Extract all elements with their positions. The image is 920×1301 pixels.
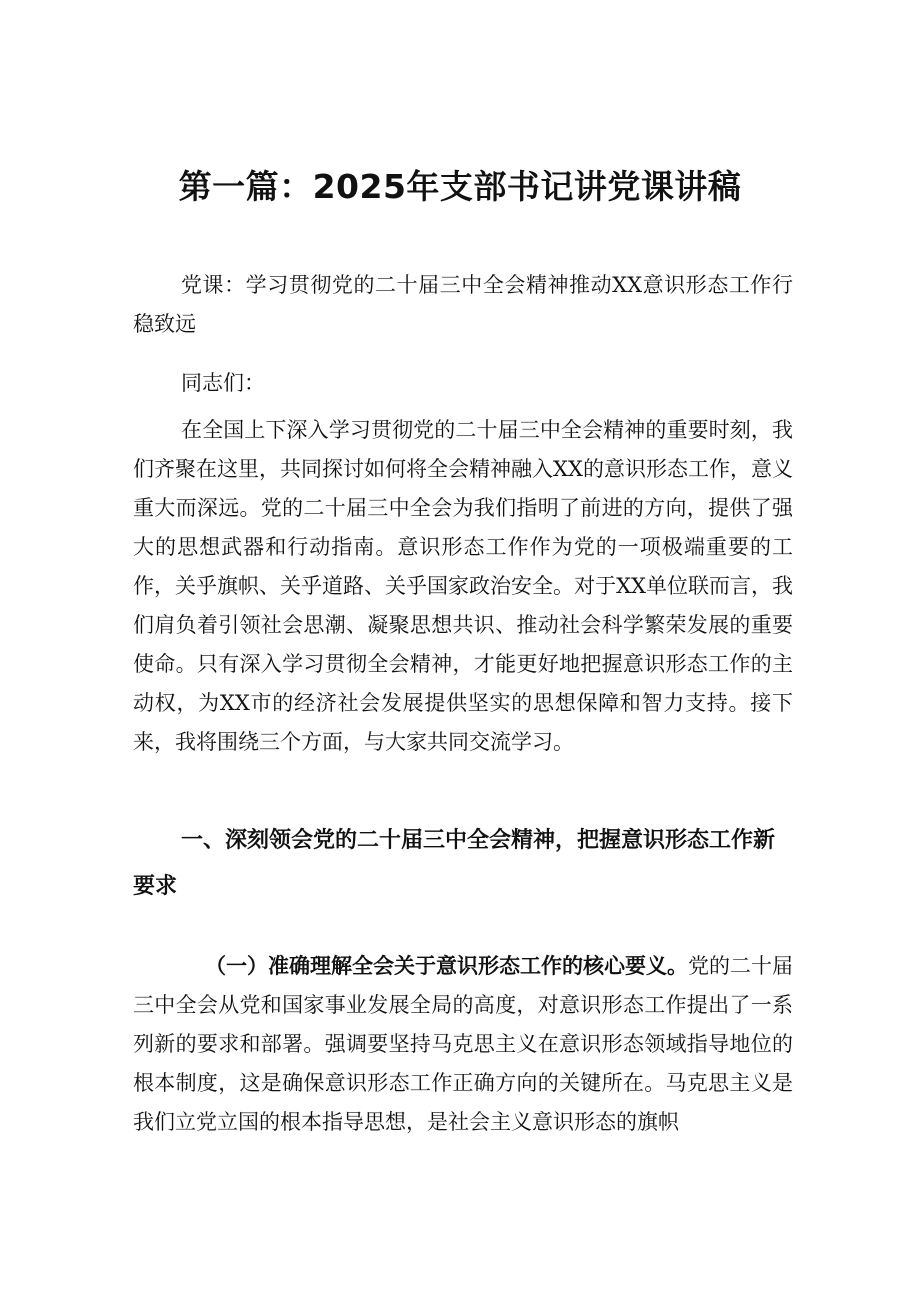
greeting: 同志们： <box>181 371 265 395</box>
lecture-subtitle: 党课：学习贯彻党的二十届三中全会精神推动XX意识形态工作行稳致远 <box>133 273 793 336</box>
document-title: 第一篇：2025年支部书记讲党课讲稿 <box>178 167 742 206</box>
section-heading-1: 一、深刻领会党的二十届三中全会精神，把握意识形态工作新要求 <box>133 828 776 899</box>
intro-paragraph: 在全国上下深入学习贯彻党的二十届三中全会精神的重要时刻，我们齐聚在这里，共同探讨如何将全会精神融入XX的意识形态工作，意义重大而深远。党的二十届三中全会为我们指明了前进的方向，提供了强大的思想武器和行动指南。意识形态工作作为党的一项极端重要的工作，关乎旗帜、关乎道路、关乎国家政治安全。对于XX单位联而言，我们肩负着引领社会思潮、凝聚思想共识、推动社会科学繁荣发展的重要使命。只有深入学习贯彻全会精神，才能更好地把握意识形态工作的主动权，为XX市的经济社会发展提供坚实的思想保障和智力支持。接下来，我将围绕三个方面，与大家共同交流学习。 <box>133 418 793 754</box>
subsection-lead-1: （一）准确理解全会关于意识形态工作的核心要义。 <box>205 953 688 978</box>
subsection-body-1: 党的二十届三中全会从党和国家事业发展全局的高度，对意识形态工作提出了一系列新的要求和部署。强调要坚持马克思主义在意识形态领域指导地位的根本制度，这是确保意识形态工作正确方向的关键所在。马克思主义是我们立党立国的根本指导思想，是社会主义意识形态的旗帜 <box>133 954 793 1134</box>
subsection-paragraph-1 <box>133 946 793 1142</box>
